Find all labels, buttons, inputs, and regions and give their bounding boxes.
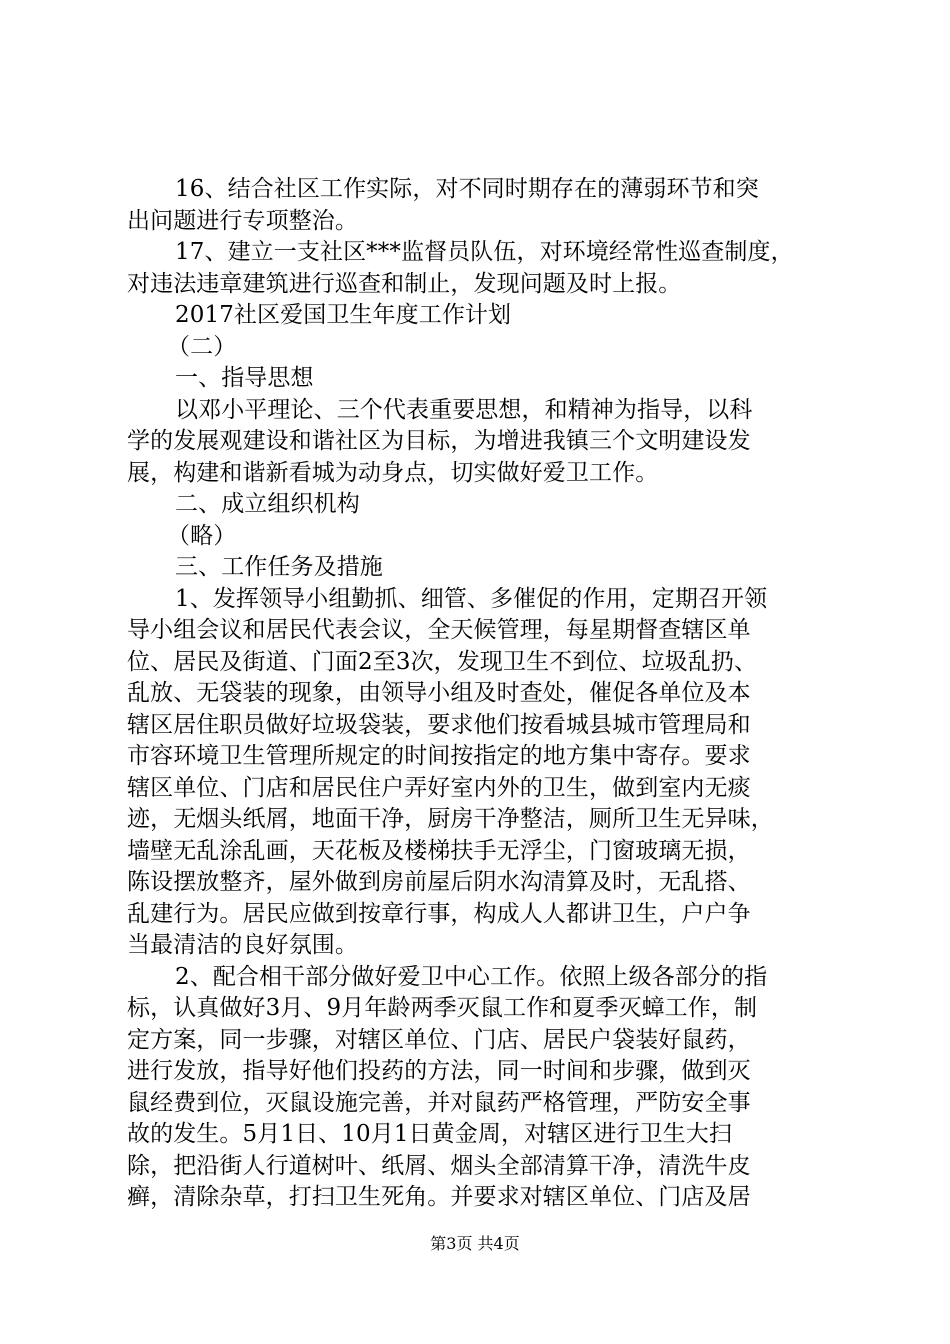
- paragraph-line: 17、建立一支社区***监督员队伍，对环境经常性巡查制度，: [175, 239, 794, 265]
- paragraph-line: 乱建行为。居民应做到按章行事，构成人人都讲卫生，户户争: [127, 900, 751, 927]
- heading-organization: 二、成立组织机构: [175, 491, 360, 517]
- paragraph-line: 辖区居住职员做好垃圾袋装，要求他们按看城县城市管理局和: [127, 711, 751, 738]
- paragraph-line: 陈设摆放整齐，屋外做到房前屋后阴水沟清算及时，无乱搭、: [127, 869, 751, 895]
- paragraph-line: 位、居民及街道、门面2至3次，发现卫生不到位、垃圾乱扔、: [127, 648, 758, 675]
- paragraph-line: 学的发展观建设和谐社区为目标，为增进我镇三个文明建设发: [127, 428, 751, 454]
- paragraph-line: 除，把沿街人行道树叶、纸屑、烟头全部清算干净，清洗牛皮: [127, 1152, 751, 1179]
- section-subtitle: （二）: [167, 333, 237, 360]
- paragraph-line: 癣，清除杂草，打扫卫生死角。并要求对辖区单位、门店及居: [127, 1184, 751, 1210]
- paragraph-line: 标，认真做好3月、9月年龄两季灭鼠工作和夏季灭蟑工作，制: [127, 995, 758, 1021]
- paragraph-line: 当最清洁的良好氛围。: [127, 932, 358, 958]
- paragraph-line: 对违法违章建筑进行巡查和制止，发现问题及时上报。: [127, 270, 682, 297]
- paragraph-line: 出问题进行专项整治。: [127, 207, 358, 234]
- heading-tasks: 三、工作任务及措施: [175, 554, 383, 580]
- paragraph-line: 市容环境卫生管理所规定的时间按指定的地方集中寄存。要求: [127, 743, 751, 769]
- page-footer: [0, 1234, 950, 1254]
- paragraph-line: 迹，无烟头纸屑，地面干净，厨房干净整洁，厕所卫生无异味，: [127, 806, 774, 832]
- paragraph-line: 2、配合相干部分做好爱卫中心工作。依照上级各部分的指: [175, 963, 768, 990]
- paragraph-line: 故的发生。5月1日、10月1日黄金周，对辖区进行卫生大扫: [127, 1121, 732, 1147]
- section-title: 2017社区爱国卫生年度工作计划: [175, 302, 512, 328]
- paragraph-line: 1、发挥领导小组勤抓、细管、多催促的作用，定期召开领: [175, 585, 768, 612]
- paragraph-line: 展，构建和谐新看城为动身点，切实做好爱卫工作。: [127, 459, 659, 486]
- paragraph-line: 导小组会议和居民代表会议，全天候管理，每星期督查辖区单: [127, 617, 751, 643]
- paragraph-line: 以邓小平理论、三个代表重要思想，和精神为指导，以科: [175, 396, 753, 423]
- paragraph-line: 墙壁无乱涂乱画，天花板及楼梯扶手无浮尘，门窗玻璃无损，: [127, 837, 751, 864]
- paragraph-line: 定方案，同一步骤，对辖区单位、门店、居民户袋装好鼠药，: [127, 1026, 751, 1053]
- heading-guiding-thought: 一、指导思想: [175, 365, 314, 391]
- paragraph-line: 鼠经费到位，灭鼠设施完善，并对鼠药严格管理，严防安全事: [127, 1089, 751, 1116]
- paragraph-line: 乱放、无袋装的现象，由领导小组及时查处，催促各单位及本: [127, 680, 751, 706]
- paragraph-line: 辖区单位、门店和居民住户弄好室内外的卫生，做到室内无痰: [127, 774, 751, 801]
- paragraph-line: 进行发放，指导好他们投药的方法，同一时间和步骤，做到灭: [127, 1058, 751, 1084]
- paragraph-line: 16、结合社区工作实际，对不同时期存在的薄弱环节和突: [175, 176, 759, 202]
- document-body: [127, 174, 827, 1214]
- paragraph-line: （略）: [167, 522, 237, 549]
- page-number-label: 第3页 共4页: [430, 1234, 520, 1253]
